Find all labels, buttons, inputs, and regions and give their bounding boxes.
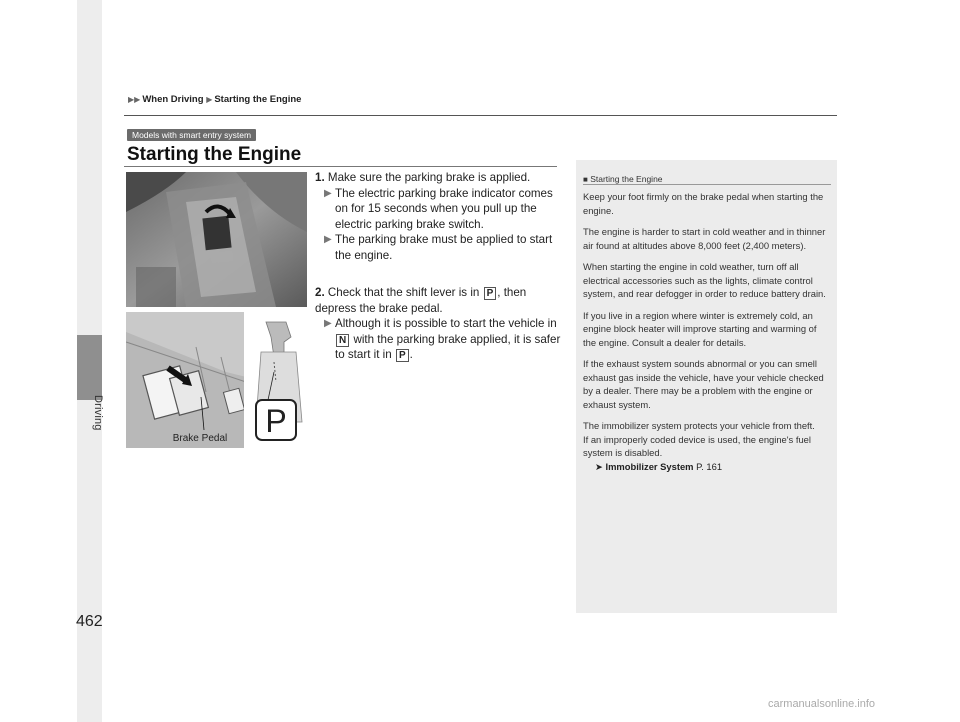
sidebar-section-label: Driving xyxy=(92,395,104,431)
brake-pedal-label: Brake Pedal xyxy=(172,433,228,444)
step-note xyxy=(315,232,563,263)
step-note-text: . xyxy=(409,348,413,361)
step-note-text: with the parking brake applied, it is safer to start it in xyxy=(335,332,561,361)
note-marker-icon: ■ xyxy=(583,175,588,184)
triangle-bullet-icon: ▶ xyxy=(324,318,332,329)
breadcrumb-level2[interactable]: Starting the Engine xyxy=(214,94,302,105)
note-paragraph: When starting the engine in cold weather, turn off all electrical accessories such as the lights, climate control system, and rear defogger in order to reduce battery drain. xyxy=(583,261,826,299)
step-number: 1. xyxy=(315,171,325,184)
triangle-bullet-icon: ▶ xyxy=(324,234,332,245)
shift-position-key: N xyxy=(336,334,349,347)
notes-heading-text: Starting the Engine xyxy=(590,174,663,184)
shift-position-key: P xyxy=(484,287,497,300)
step-note xyxy=(315,186,563,233)
note-paragraph: Keep your foot firmly on the brake pedal when starting the engine. xyxy=(583,191,824,216)
note-paragraph: If the exhaust system sounds abnormal or you can smell exhaust gas inside the vehicle, have your vehicle checked by a dealer. There may be a problem with the engine or exhaust system. xyxy=(583,358,824,410)
step-note-text: The parking brake must be applied to start the engine. xyxy=(335,233,553,262)
breadcrumb xyxy=(128,94,301,105)
model-badge: Models with smart entry system xyxy=(127,129,256,141)
step-number: 2. xyxy=(315,286,325,299)
step-note-text: Although it is possible to start the vehicle in xyxy=(335,317,557,330)
xref-title: Immobilizer System xyxy=(605,460,694,472)
notes-heading xyxy=(583,174,663,184)
header-rule xyxy=(124,115,837,116)
step-text: , then depress the brake pedal. xyxy=(315,286,527,315)
shift-p-label: P xyxy=(265,403,287,439)
breadcrumb-arrow-icon: ▶▶ xyxy=(128,95,141,104)
triangle-bullet-icon: ▶ xyxy=(324,187,332,199)
note-paragraph xyxy=(583,419,831,460)
breadcrumb-level1[interactable]: When Driving xyxy=(142,94,204,105)
note-paragraph: The engine is harder to start in cold weather and in thinner air found at altitudes above 8,000 feet (2,400 meters). xyxy=(583,226,826,251)
step-note-text: The electric parking brake indicator comes on for 15 seconds when you pull up the electric parking brake switch. xyxy=(335,186,553,231)
notes-body xyxy=(583,190,831,473)
notes-rule xyxy=(583,184,831,185)
watermark: carmanualsonline.info xyxy=(768,698,876,710)
brake-pedal-shift-lever-illustration xyxy=(126,312,307,448)
step-text: Make sure the parking brake is applied. xyxy=(327,171,531,184)
xref-page: P. 161 xyxy=(696,460,723,472)
note-line: The immobilizer system protects your vehicle from theft. xyxy=(583,420,815,431)
note-paragraph: If you live in a region where winter is extremely cold, an engine block heater will improve starting and warming of the engine. Consult a dealer for details. xyxy=(583,309,817,348)
immobilizer-system-link[interactable] xyxy=(595,460,831,474)
instruction-steps xyxy=(315,170,563,374)
sidebar-section-marker xyxy=(77,335,102,400)
step-1 xyxy=(315,170,563,263)
shift-position-key: P xyxy=(396,349,409,362)
step-text: Check that the shift lever is in xyxy=(327,286,480,299)
parking-brake-switch-image xyxy=(126,172,307,307)
note-line: If an improperly coded device is used, the engine's fuel system is disabled. xyxy=(583,433,811,458)
breadcrumb-arrow-icon: ▶ xyxy=(206,95,213,104)
step-2 xyxy=(315,285,563,363)
step-note xyxy=(315,316,563,363)
cross-reference-icon: ➤ xyxy=(595,460,603,472)
title-rule xyxy=(124,166,557,167)
page-title: Starting the Engine xyxy=(127,144,302,165)
page-number: 462 xyxy=(76,613,103,630)
